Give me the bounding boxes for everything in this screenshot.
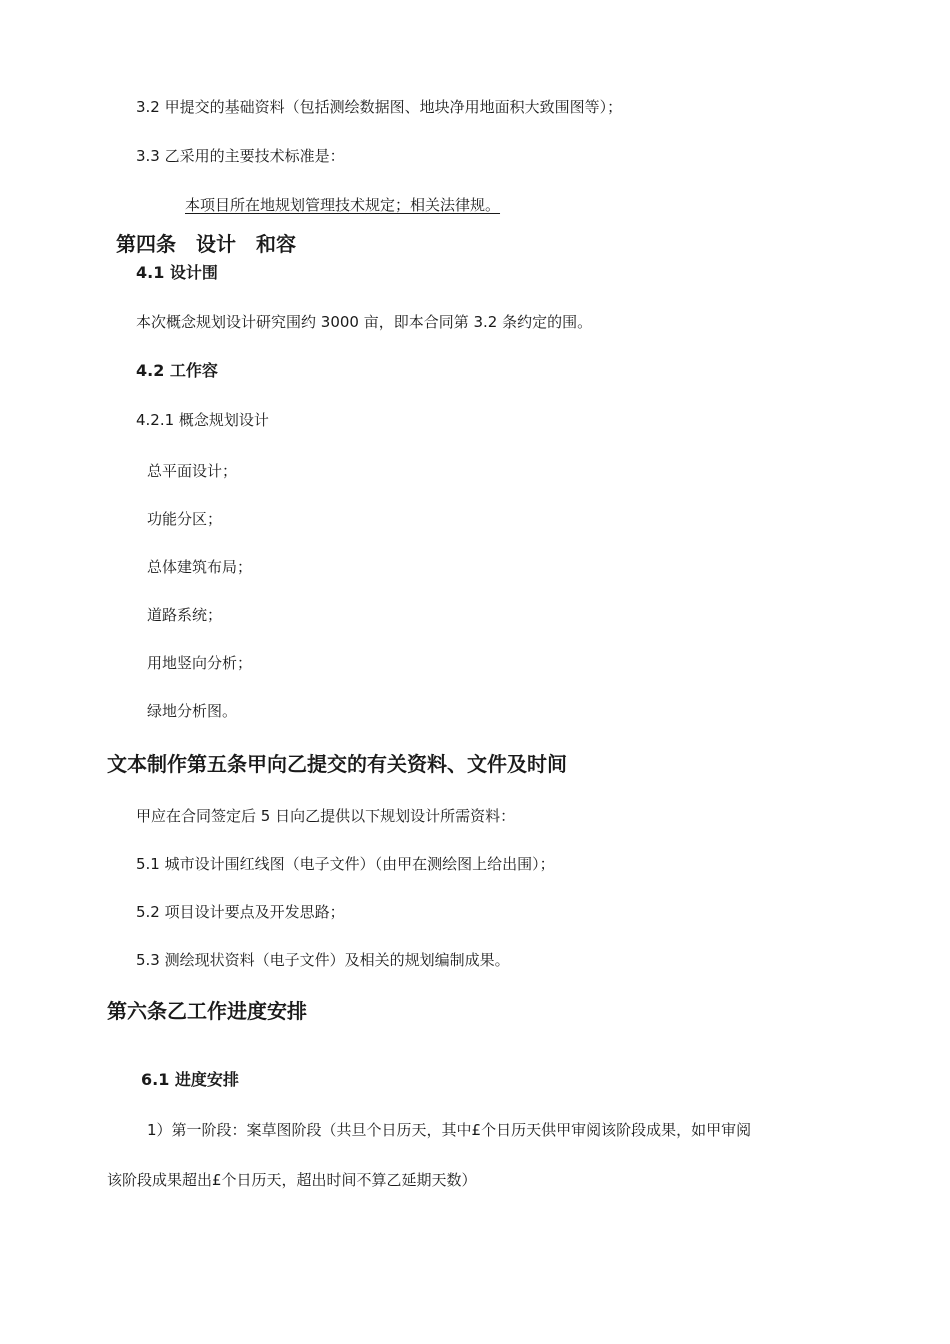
section-4-1-heading: 4.1 设计围: [136, 263, 218, 282]
section-4-1-text: 本次概念规划设计研究围约 3000 亩，即本合同第 3.2 条约定的围。: [136, 313, 593, 331]
article-4-heading: 第四条 设计 和容: [116, 232, 296, 256]
list-item: 总体建筑布局；: [147, 558, 253, 576]
article-6-heading: 第六条乙工作进度安排: [107, 999, 307, 1023]
stage-1-text-continued: 该阶段成果超出£个日历天，超出时间不算乙延期天数）: [107, 1171, 477, 1189]
article-5-heading: 文本制作第五条甲向乙提交的有关资料、文件及时间: [107, 752, 567, 776]
list-item: 道路系统；: [147, 606, 223, 624]
clause-5-2: 5.2 项目设计要点及开发思路；: [136, 903, 345, 921]
list-item: 绿地分析图。: [147, 702, 238, 720]
section-4-2-heading: 4.2 工作容: [136, 361, 218, 380]
stage-1-text: 1）第一阶段：案草图阶段（共旦个日历天，其中£个日历天供甲审阅该阶段成果，如甲审阅: [147, 1121, 752, 1139]
clause-5-3: 5.3 测绘现状资料（电子文件）及相关的规划编制成果。: [136, 951, 510, 969]
clause-3-2: 3.2 甲提交的基础资料（包括测绘数据图、地块净用地面积大致围图等）；: [136, 98, 623, 116]
technical-standard: 本项目所在地规划管理技术规定；相关法律规。: [185, 196, 501, 214]
article-5-intro: 甲应在合同签定后 5 日向乙提供以下规划设计所需资料：: [136, 807, 516, 825]
clause-3-3: 3.3 乙采用的主要技术标准是：: [136, 147, 345, 165]
section-4-2-1: 4.2.1 概念规划设计: [136, 411, 269, 429]
section-6-1-heading: 6.1 进度安排: [141, 1070, 239, 1089]
list-item: 总平面设计；: [147, 462, 238, 480]
clause-5-1: 5.1 城市设计围红线图（电子文件）（由甲在测绘图上给出围）；: [136, 855, 555, 873]
list-item: 用地竖向分析；: [147, 654, 253, 672]
list-item: 功能分区；: [147, 510, 223, 528]
